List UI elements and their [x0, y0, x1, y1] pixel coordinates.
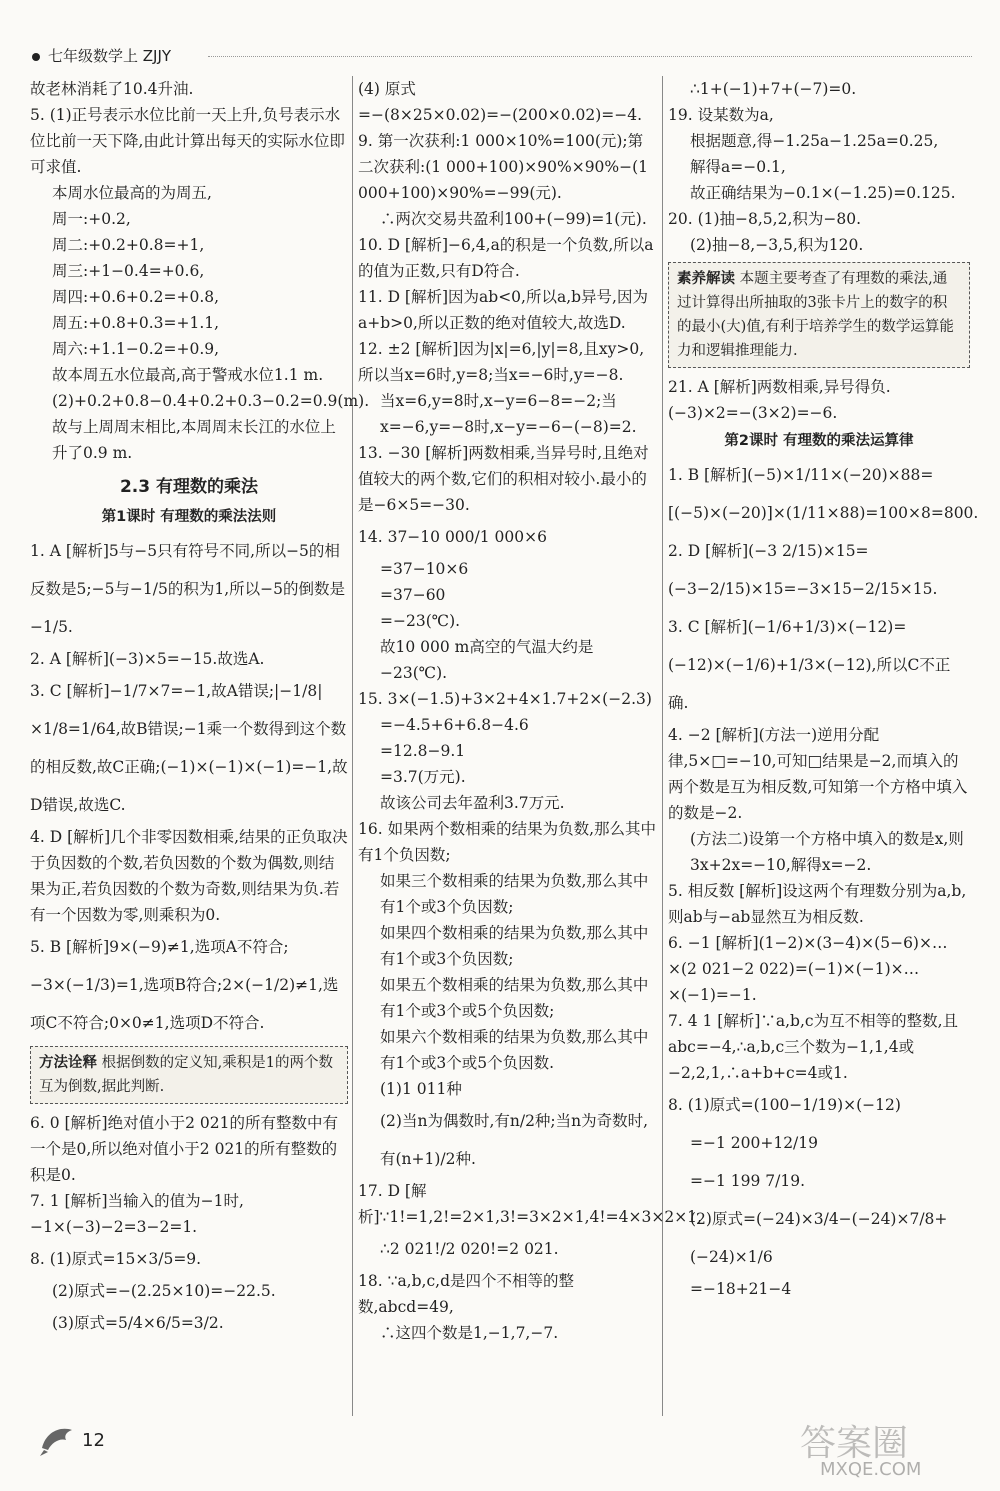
answer-line: =−1 199 7/19.: [690, 1172, 806, 1190]
answer-item: 21. A [解析]两数相乘,异号得负.(−3)×2=−(3×2)=−6.: [668, 378, 891, 422]
box-text: 根据倒数的定义知,乘积是1的两个数互为倒数,据此判断.: [39, 1055, 333, 1095]
answer-line: 周四:+0.6+0.2=+0.8,: [52, 288, 220, 306]
box-title: 素养解读: [677, 271, 735, 287]
answer-line: 周一:+0.2,: [52, 210, 131, 228]
answer-item: 20. (1)抽−8,5,2,积为−80.: [668, 210, 862, 228]
answer-line: (2)抽−8,−3,5,积为120.: [690, 236, 864, 254]
column-divider: [352, 76, 353, 1416]
box-text: 本题主要考查了有理数的乘法,通过计算得出所抽取的3张卡片上的数字的积的最小(大)值,有利于培养学生的数学运算能力和逻辑推理能力.: [677, 271, 954, 359]
answer-line: 故本周五水位最高,高于警戒水位1.1 m.: [52, 366, 324, 384]
answer-item: 4. −2 [解析](方法一)逆用分配律,5×□=−10,可知□结果是−2,而填入的两个数是互为相反数,可知第一个方格中填入的数是−2.: [668, 726, 968, 822]
answer-line: 如果三个数相乘的结果为负数,那么其中有1个或3个负因数;: [380, 872, 649, 916]
answer-item: 14. 37−10 000/1 000×6: [358, 528, 547, 546]
answer-line: 周六:+1.1−0.2=+0.9,: [52, 340, 220, 358]
dolphin-icon: [38, 1422, 78, 1456]
answer-item: 10. D [解析]−6,4,a的积是一个负数,所以a的值为正数,只有D符合.: [358, 236, 654, 280]
answer-line: 如果五个数相乘的结果为负数,那么其中有1个或3个或5个负因数;: [380, 976, 649, 1020]
literacy-note-box: [668, 262, 970, 368]
bullet-icon: [32, 53, 40, 61]
answer-line: 解得a=−0.1,: [690, 158, 786, 176]
answer-line: =−1 200+12/19: [690, 1134, 819, 1152]
answer-line: (2)原式=−(2.25×10)=−22.5.: [52, 1282, 276, 1300]
answer-line: =3.7(万元).: [380, 768, 466, 786]
watermark-main: 答案圈: [800, 1423, 909, 1464]
answer-item: 6. 0 [解析]绝对值小于2 021的所有整数中有一个是0,所以绝对值小于2 021的所有整数的积是0.: [30, 1114, 338, 1184]
answer-item: 1. B [解析](−5)×1/11×(−20)×88=[(−5)×(−20)]×(1/11×88)=100×8=800.: [668, 466, 979, 522]
answer-item: 2. D [解析](−3 2/15)×15=(−3−2/15)×15=−3×15−2/15×15.: [668, 542, 938, 598]
answer-line: =12.8−9.1: [380, 742, 466, 760]
answer-item: 11. D [解析]因为ab<0,所以a,b异号,因为a+b>0,所以正数的绝对值较大,故选D.: [358, 288, 648, 332]
answer-line: 如果六个数相乘的结果为负数,那么其中有1个或3个或5个负因数.: [380, 1028, 649, 1072]
page-header: [28, 44, 972, 70]
answer-item: 7. 1 [解析]当输入的值为−1时,−1×(−3)−2=3−2=1.: [30, 1192, 244, 1236]
answer-line: =−4.5+6+6.8−4.6: [380, 716, 529, 734]
header-rule: [208, 56, 972, 57]
answer-line: 故与上周周末相比,本周周末长江的水位上升了0.9 m.: [52, 418, 336, 462]
answer-item: 15. 3×(−1.5)+3×2+4×1.7+2×(−2.3): [358, 690, 652, 708]
answer-item: 7. 4 1 [解析]∵a,b,c为互不相等的整数,且abc=−4,∴a,b,c三个数为−1,1,4或−2,2,1,∴a+b+c=4或1.: [668, 1012, 959, 1082]
answer-line: 周三:+1−0.4=+0.6,: [52, 262, 205, 280]
page-number: [38, 1418, 118, 1458]
answer-line: =−18+21−4: [690, 1280, 792, 1298]
answer-item: 17. D [解析]∵1!=1,2!=2×1,3!=3×2×1,4!=4×3×2×1,: [358, 1182, 702, 1226]
answer-line: 根据题意,得−1.25a−1.25a=0.25,: [690, 132, 939, 150]
answer-line: 如果四个数相乘的结果为负数,那么其中有1个或3个负因数;: [380, 924, 649, 968]
answer-line: =37−10×6: [380, 560, 469, 578]
watermark-url: MXQE.COM: [820, 1459, 922, 1480]
answer-item: 13. −30 [解析]两数相乘,当异号时,且绝对值较大的两个数,它们的积相对较小.最小的是−6×5=−30.: [358, 444, 649, 514]
answer-line: ∴1+(−1)+7+(−7)=0.: [690, 80, 857, 98]
page-number-text: 12: [82, 1430, 105, 1451]
answer-item: 3. C [解析](−1/6+1/3)×(−12)=(−12)×(−1/6)+1/3×(−12),所以C不正确.: [668, 618, 951, 712]
lesson-title: 第2课时 有理数的乘法运算律: [724, 433, 914, 449]
answer-item: 5. B [解析]9×(−9)≠1,选项A不符合;−3×(−1/3)=1,选项B符合;2×(−1/2)≠1,选项C不符合;0×0≠1,选项D不符合.: [30, 938, 339, 1032]
answer-item: 3. C [解析]−1/7×7=−1,故A错误;|−1/8|×1/8=1/64,故B错误;−1乘一个数得到这个数的相反数,故C正确;(−1)×(−1)×(−1)=−1,故D错误,故选C.: [30, 682, 348, 814]
answer-item: 2. A [解析](−3)×5=−15.故选A.: [30, 650, 265, 668]
answer-line: 故正确结果为−0.1×(−1.25)=0.125.: [690, 184, 956, 202]
answer-item: 4. D [解析]几个非零因数相乘,结果的正负取决于负因数的个数,若负因数的个数为偶数,则结果为正,若负因数的个数为奇数,则结果为负.若有一个因数为零,则乘积为0.: [30, 828, 348, 924]
answer-line: 周二:+0.2+0.8=+1,: [52, 236, 205, 254]
answer-line: (2)当n为偶数时,有n/2种;当n为奇数时,有(n+1)/2种.: [380, 1112, 649, 1168]
answer-item: 8. (1)原式=(100−1/19)×(−12): [668, 1096, 901, 1114]
answer-line: (1)1 011种: [380, 1080, 462, 1098]
answer-line: 故该公司去年盈利3.7万元.: [380, 794, 565, 812]
lesson-title: 第1课时 有理数的乘法法则: [101, 509, 277, 525]
method-note-box: [30, 1046, 348, 1104]
watermark-logo: [800, 1415, 990, 1485]
answer-line: =−23(℃).: [380, 612, 461, 630]
answer-line: ∴2 021!/2 020!=2 021.: [380, 1240, 559, 1258]
column-3: [668, 76, 979, 1302]
answer-line: (2)原式=(−24)×3/4−(−24)×7/8+(−24)×1/6: [690, 1210, 948, 1266]
answer-line: (2)+0.2+0.8−0.4+0.2+0.3−0.2=0.9(m).: [52, 392, 370, 410]
answer-item: 8. (1)原式=15×3/5=9.: [30, 1250, 202, 1268]
column-1: [30, 76, 370, 1342]
answer-item: 5. 相反数 [解析]设这两个有理数分别为a,b,则ab与−ab显然互为相反数.: [668, 882, 967, 926]
answer-line: 本周水位最高的为周五,: [52, 184, 212, 202]
header-title: 七年级数学上 ZJJY: [48, 47, 172, 65]
answer-line: ∴两次交易共盈利100+(−99)=1(元).: [380, 210, 647, 228]
answer-line: (4) 原式=−(8×25×0.02)=−(200×0.02)=−4.: [358, 80, 643, 124]
answer-item: 6. −1 [解析](1−2)×(3−4)×(5−6)×…×(2 021−2 022)=(−1)×(−1)×…×(−1)=−1.: [668, 934, 948, 1004]
answer-item: 18. ∵a,b,c,d是四个不相等的整数,abcd=49,: [358, 1272, 574, 1316]
answer-line: (3)原式=5/4×6/5=3/2.: [52, 1314, 224, 1332]
answer-line: 周五:+0.8+0.3=+1.1,: [52, 314, 220, 332]
answer-line: 故老林消耗了10.4升油.: [30, 80, 194, 98]
answer-line: =37−60: [380, 586, 446, 604]
box-title: 方法诠释: [39, 1055, 97, 1071]
answer-item: 19. 设某数为a,: [668, 106, 774, 124]
answer-item: 9. 第一次获利:1 000×10%=100(元);第二次获利:(1 000+100)×90%×90%−(1 000+100)×90%=−99(元).: [358, 132, 649, 202]
answer-item: 5. (1)正号表示水位比前一天上升,负号表示水位比前一天下降,由此计算出每天的实际水位即可求值.: [30, 106, 345, 176]
answer-item: 1. A [解析]5与−5只有符号不同,所以−5的相反数是5;−5与−1/5的积为1,所以−5的倒数是−1/5.: [30, 542, 346, 636]
answer-line: ∴这四个数是1,−1,7,−7.: [380, 1324, 559, 1342]
section-title: 2.3 有理数的乘法: [119, 477, 259, 497]
answer-line: (方法二)设第一个方格中填入的数是x,则3x+2x=−10,解得x=−2.: [690, 830, 964, 874]
column-2: [358, 76, 702, 1346]
answer-line: 故10 000 m高空的气温大约是−23(℃).: [380, 638, 594, 682]
answer-item: 12. ±2 [解析]因为|x|=6,|y|=8,且xy>0,所以当x=6时,y=8;当x=−6时,y=−8.: [358, 340, 645, 384]
answer-line: 当x=6,y=8时,x−y=6−8=−2;当x=−6,y=−8时,x−y=−6−(−8)=2.: [380, 392, 637, 436]
answer-item: 16. 如果两个数相乘的结果为负数,那么其中有1个负因数;: [358, 820, 657, 864]
